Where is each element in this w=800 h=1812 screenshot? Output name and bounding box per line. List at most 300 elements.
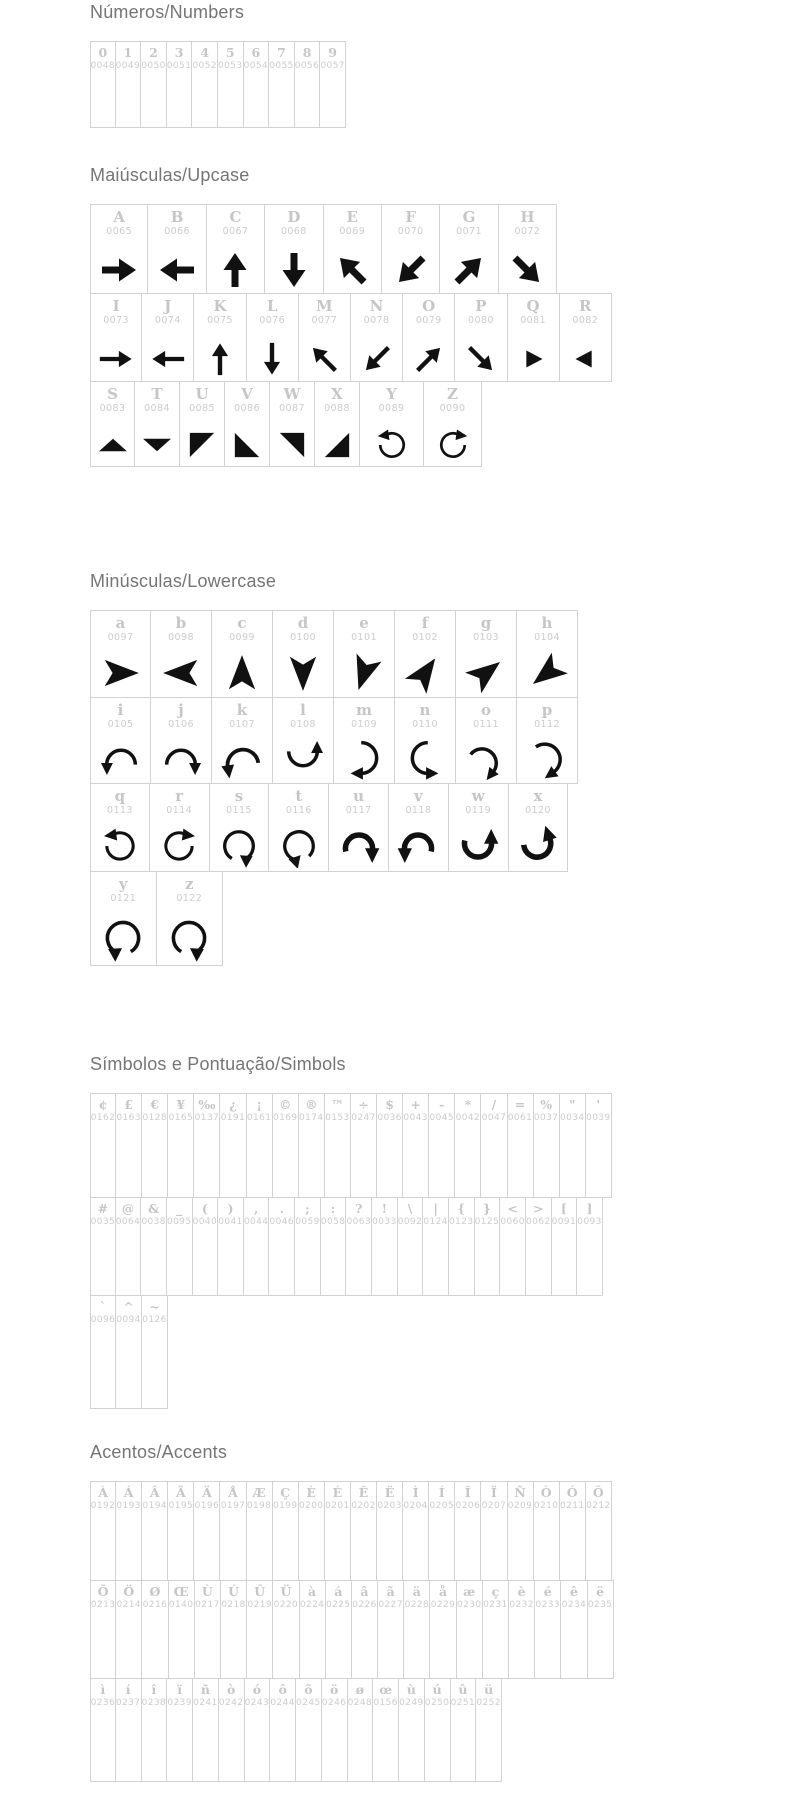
char-label: Å: [228, 1485, 238, 1500]
char-label: .: [279, 1201, 284, 1216]
char-code: 0052: [192, 61, 217, 72]
glyph-cell: [389, 783, 449, 872]
empty-glyph-slot: [526, 1229, 551, 1295]
arrow-down-icon: [247, 328, 298, 381]
char-code: 0122: [176, 893, 203, 905]
section-numbers: [90, 2, 800, 128]
char-label: Y: [386, 385, 397, 403]
glyph-cell: [373, 1678, 399, 1782]
char-code: 0207: [481, 1501, 507, 1512]
char-label: r: [175, 787, 184, 805]
glyph-cell: [586, 1481, 612, 1581]
glyph-cell: [273, 1093, 299, 1198]
empty-glyph-slot: [168, 1513, 193, 1580]
glyph-cell: [499, 204, 557, 294]
glyph-cell: [481, 1481, 507, 1581]
char-label: Ü: [280, 1584, 292, 1599]
char-code: 0096: [90, 1315, 116, 1326]
glyph-cell: [193, 1678, 219, 1782]
char-label: ^: [123, 1299, 134, 1314]
char-code: 0224: [299, 1600, 325, 1611]
bold-curve-under-right-tilted-icon: [509, 818, 568, 871]
rotate-cw-large-icon: [157, 906, 223, 965]
char-code: 0054: [243, 61, 269, 72]
glyph-cell: [90, 610, 151, 698]
char-label: Ì: [412, 1485, 419, 1500]
char-label: X: [331, 385, 343, 403]
glyph-cell: [526, 1197, 552, 1296]
char-code: 0099: [229, 632, 255, 644]
glyph-cell: [167, 1678, 193, 1782]
empty-glyph-slot: [299, 1125, 324, 1197]
char-label: s: [234, 787, 244, 805]
char-label: ä: [412, 1584, 421, 1599]
empty-glyph-slot: [577, 1229, 602, 1295]
glyph-cell: [116, 1678, 142, 1782]
glyph-cell: [142, 1295, 168, 1409]
glyph-cell: [324, 204, 382, 294]
char-label: %: [540, 1097, 553, 1112]
glyph-row: [90, 1580, 614, 1679]
char-label: Ö: [123, 1584, 135, 1599]
char-code: 0120: [525, 805, 551, 817]
char-code: 0211: [559, 1501, 585, 1512]
empty-glyph-slot: [193, 1710, 218, 1781]
empty-glyph-slot: [221, 1612, 246, 1678]
glyph-cell: [212, 697, 273, 784]
char-code: 0206: [455, 1501, 481, 1512]
curve-under-right-icon: [273, 732, 333, 783]
glyph-cell: [90, 41, 116, 128]
glyph-cell: [449, 783, 509, 872]
char-code: 0068: [280, 226, 307, 238]
glyph-cell: [455, 1093, 481, 1198]
char-label: >: [532, 1201, 544, 1216]
char-code: 0036: [377, 1113, 402, 1124]
empty-glyph-slot: [483, 1612, 508, 1678]
char-label: x: [533, 787, 543, 805]
char-code: 0199: [272, 1501, 298, 1512]
glyph-cell: [135, 381, 180, 467]
glyph-cell: [586, 1093, 612, 1198]
empty-glyph-slot: [273, 1612, 298, 1678]
section-title: Maiúsculas/Upcase: [90, 165, 250, 185]
char-label: ë: [596, 1584, 605, 1599]
empty-glyph-slot: [247, 1125, 272, 1197]
char-code: 0045: [429, 1113, 455, 1124]
glyph-cell: [325, 1481, 351, 1581]
char-label: N: [369, 297, 384, 315]
arrow-up-icon: [194, 328, 245, 381]
arrow-right-icon: [91, 328, 141, 381]
char-label: G: [462, 208, 476, 226]
glyph-cell: [399, 1678, 425, 1782]
empty-glyph-slot: [430, 1612, 455, 1678]
empty-glyph-slot: [91, 1229, 115, 1295]
empty-glyph-slot: [194, 1125, 219, 1197]
char-code: 0219: [247, 1600, 272, 1611]
char-code: 0195: [168, 1501, 194, 1512]
bold-arrow-up-icon: [207, 239, 264, 293]
char-code: 0169: [272, 1113, 298, 1124]
empty-glyph-slot: [299, 1513, 324, 1580]
empty-glyph-slot: [455, 1125, 480, 1197]
glyph-cell: [351, 293, 403, 382]
char-label: {: [457, 1201, 466, 1216]
glyph-cell: [225, 381, 270, 467]
glyph-cell: [320, 41, 346, 128]
glyph-cell: [167, 41, 193, 128]
char-code: 0050: [141, 61, 166, 72]
section-accents: [90, 1442, 800, 1782]
char-label: ö: [329, 1682, 339, 1697]
bold-arrow-up-left-icon: [324, 239, 381, 293]
pointer-up-right-icon: [395, 645, 455, 697]
section-title: Acentos/Accents: [90, 1442, 228, 1462]
char-label: K: [213, 297, 227, 315]
empty-glyph-slot: [377, 1125, 402, 1197]
glyph-cell: [265, 204, 323, 294]
char-label: Æ: [252, 1485, 266, 1500]
char-label: c: [237, 614, 247, 632]
glyph-cell: [352, 1580, 378, 1679]
glyph-cell: [116, 41, 142, 128]
empty-glyph-slot: [588, 1612, 613, 1678]
glyph-cell: [326, 1580, 352, 1679]
char-code: 0209: [507, 1501, 533, 1512]
empty-glyph-slot: [429, 1513, 454, 1580]
char-code: 0196: [194, 1501, 220, 1512]
glyph-cell: [440, 204, 498, 294]
glyph-cell: [90, 1197, 116, 1296]
char-label: 6: [251, 45, 261, 60]
arrow-down-right-icon: [455, 328, 506, 381]
empty-glyph-slot: [457, 1612, 482, 1678]
char-label: m: [356, 701, 372, 719]
char-code: 0125: [474, 1217, 500, 1228]
char-code: 0109: [351, 719, 377, 731]
empty-glyph-slot: [193, 1229, 218, 1295]
char-label: o: [480, 701, 491, 719]
char-label: Ä: [202, 1485, 212, 1500]
char-label: Ã: [175, 1485, 186, 1500]
char-code: 0035: [90, 1217, 116, 1228]
empty-glyph-slot: [534, 1125, 559, 1197]
glyph-cell: [457, 1580, 483, 1679]
char-label: +: [410, 1097, 421, 1112]
rotate-ccw-small-icon: [91, 818, 149, 871]
char-code: 0225: [326, 1600, 351, 1611]
char-code: 0103: [473, 632, 499, 644]
bold-curve-under-right-icon: [449, 818, 508, 871]
char-label: n: [419, 701, 431, 719]
glyph-cell: [315, 381, 360, 467]
char-code: 0247: [351, 1113, 376, 1124]
char-label: €: [150, 1097, 160, 1112]
glyph-cell: [588, 1580, 614, 1679]
char-label: ã: [386, 1584, 395, 1599]
empty-glyph-slot: [91, 1710, 115, 1781]
char-label: [: [560, 1201, 567, 1216]
glyph-row: [90, 293, 612, 382]
glyph-cell: [360, 381, 424, 467]
empty-glyph-slot: [116, 1612, 141, 1678]
char-code: 0077: [311, 315, 338, 327]
glyph-cell: [194, 1481, 220, 1581]
char-label: Ô: [592, 1485, 604, 1500]
empty-glyph-slot: [561, 1612, 586, 1678]
char-label: 3: [174, 45, 184, 60]
glyph-cell: [475, 1197, 501, 1296]
char-code: 0085: [189, 403, 215, 415]
char-code: 0079: [415, 315, 442, 327]
char-label: ó: [252, 1682, 262, 1697]
pointer-down-icon: [273, 645, 333, 697]
char-label: Œ: [173, 1584, 189, 1599]
curve-over-left-icon: [91, 732, 150, 783]
empty-glyph-slot: [296, 1710, 321, 1781]
char-code: 0044: [243, 1217, 269, 1228]
char-code: 0060: [500, 1217, 525, 1228]
glyph-cell: [116, 1093, 142, 1198]
char-code: 0095: [166, 1217, 192, 1228]
char-code: 0237: [115, 1698, 141, 1709]
glyph-cell: [351, 1093, 377, 1198]
char-code: 0245: [296, 1698, 321, 1709]
empty-glyph-slot: [195, 1612, 220, 1678]
char-code: 0153: [325, 1113, 350, 1124]
char-label: æ: [463, 1584, 476, 1599]
empty-glyph-slot: [325, 1513, 350, 1580]
char-label: ?: [355, 1201, 363, 1216]
triangle-down-icon: [135, 416, 179, 466]
char-label: â: [360, 1584, 369, 1599]
char-label: û: [458, 1682, 468, 1697]
glyph-cell: [534, 1093, 560, 1198]
glyph-cell: [423, 1197, 449, 1296]
char-label: u: [353, 787, 365, 805]
arrow-down-left-icon: [351, 328, 402, 381]
glyph-row: [90, 1678, 502, 1782]
char-label: C: [229, 208, 242, 226]
char-label: |: [433, 1201, 438, 1216]
glyph-cell: [321, 1197, 347, 1296]
char-label: Ù: [201, 1584, 213, 1599]
empty-glyph-slot: [552, 1229, 577, 1295]
empty-glyph-slot: [142, 1612, 167, 1678]
glyph-cell: [395, 697, 456, 784]
char-label: z: [184, 875, 194, 893]
char-code: 0232: [509, 1600, 534, 1611]
empty-glyph-slot: [508, 1125, 533, 1197]
empty-glyph-slot: [273, 1125, 298, 1197]
glyph-cell: [508, 293, 560, 382]
char-code: 0076: [259, 315, 286, 327]
char-code: 0214: [116, 1600, 142, 1611]
glyph-cell: [90, 783, 150, 872]
char-code: 0201: [325, 1501, 350, 1512]
char-code: 0061: [507, 1113, 533, 1124]
glyph-cell: [481, 1093, 507, 1198]
glyph-cell: [142, 1580, 168, 1679]
char-label: Ò: [540, 1485, 552, 1500]
char-label: è: [517, 1584, 526, 1599]
char-label: Â: [149, 1485, 160, 1500]
empty-glyph-slot: [560, 1513, 585, 1580]
glyph-cell: [194, 1093, 220, 1198]
char-label: ': [596, 1097, 601, 1112]
char-label: l: [300, 701, 306, 719]
char-code: 0227: [378, 1600, 403, 1611]
char-label: £: [124, 1097, 133, 1112]
glyph-cell: [517, 697, 578, 784]
empty-glyph-slot: [192, 73, 217, 127]
glyph-cell: [148, 204, 206, 294]
char-code: 0074: [154, 315, 181, 327]
char-code: 0231: [483, 1600, 508, 1611]
char-label: F: [405, 208, 416, 226]
char-label: ç: [491, 1584, 500, 1599]
rotate-ccw-icon: [360, 416, 423, 466]
char-code: 0064: [115, 1217, 141, 1228]
char-code: 0053: [218, 61, 243, 72]
char-label: =: [514, 1097, 526, 1112]
empty-glyph-slot: [586, 1513, 611, 1580]
char-label: ¿: [229, 1097, 237, 1112]
char-code: 0092: [397, 1217, 423, 1228]
char-label: *: [464, 1097, 472, 1112]
pointer-down-left-icon: [517, 645, 577, 697]
char-label: M: [316, 297, 333, 315]
bold-arrow-down-icon: [265, 239, 322, 293]
char-code: 0203: [377, 1501, 402, 1512]
empty-glyph-slot: [116, 1125, 141, 1197]
glyph-cell: [296, 1678, 322, 1782]
char-code: 0174: [299, 1113, 324, 1124]
glyph-cell: [150, 783, 210, 872]
char-label: å: [438, 1584, 448, 1599]
empty-glyph-slot: [218, 1229, 243, 1295]
char-code: 0140: [168, 1600, 194, 1611]
glyph-cell: [455, 1481, 481, 1581]
empty-glyph-slot: [169, 1612, 194, 1678]
char-code: 0233: [535, 1600, 561, 1611]
empty-glyph-slot: [168, 1125, 193, 1197]
char-code: 0213: [90, 1600, 116, 1611]
char-label: ù: [406, 1682, 416, 1697]
glyph-cell: [90, 871, 157, 966]
char-code: 0048: [90, 61, 116, 72]
char-label: E: [346, 208, 358, 226]
char-code: 0216: [142, 1600, 168, 1611]
corner-triangle-up-left-icon: [180, 416, 224, 466]
char-label: T: [151, 385, 163, 403]
char-code: 0034: [559, 1113, 585, 1124]
char-code: 0202: [351, 1501, 376, 1512]
empty-glyph-slot: [116, 1710, 141, 1781]
char-code: 0093: [577, 1217, 602, 1228]
glyph-cell: [269, 41, 295, 128]
char-label: ®: [305, 1097, 318, 1112]
char-code: 0097: [107, 632, 134, 644]
bold-arrow-left-icon: [148, 239, 205, 293]
glyph-cell: [346, 1197, 372, 1296]
glyph-row: [90, 1093, 612, 1198]
char-label: ¥: [176, 1097, 186, 1112]
char-code: 0116: [285, 805, 312, 817]
glyph-cell: [157, 871, 224, 966]
glyph-row: [90, 610, 578, 698]
section-title: Minúsculas/Lowercase: [90, 571, 277, 591]
glyph-cell: [483, 1580, 509, 1679]
glyph-cell: [90, 204, 148, 294]
char-label: h: [541, 614, 553, 632]
glyph-cell: [348, 1678, 374, 1782]
glyph-cell: [300, 1580, 326, 1679]
empty-glyph-slot: [326, 1612, 351, 1678]
char-label: ò: [226, 1682, 236, 1697]
empty-glyph-slot: [142, 1327, 167, 1408]
glyph-cell: [351, 1481, 377, 1581]
glyph-cell: [247, 293, 299, 382]
char-code: 0250: [424, 1698, 450, 1709]
char-code: 0039: [586, 1113, 611, 1124]
glyph-cell: [500, 1197, 526, 1296]
glyph-cell: [151, 697, 212, 784]
char-code: 0243: [244, 1698, 270, 1709]
glyph-cell: [244, 1197, 270, 1296]
char-code: 0038: [141, 1217, 166, 1228]
empty-glyph-slot: [320, 73, 345, 127]
arrow-up-left-icon: [299, 328, 350, 381]
empty-glyph-slot: [91, 1125, 115, 1197]
rotate-cw-icon: [424, 416, 481, 466]
pointer-up-right-bold-icon: [456, 645, 516, 697]
char-label: b: [175, 614, 187, 632]
char-label: V: [241, 385, 253, 403]
char-label: :: [330, 1201, 336, 1216]
empty-glyph-slot: [373, 1710, 398, 1781]
empty-glyph-slot: [351, 1513, 376, 1580]
char-code: 0248: [347, 1698, 373, 1709]
char-code: 0210: [533, 1501, 559, 1512]
char-label: ‰: [198, 1097, 216, 1112]
curve-over-right-tilted-icon: [456, 732, 516, 783]
char-label: j: [178, 701, 184, 719]
empty-glyph-slot: [500, 1229, 525, 1295]
empty-glyph-slot: [352, 1612, 377, 1678]
glyph-cell: [560, 1093, 586, 1198]
glyph-cell: [142, 293, 194, 382]
empty-glyph-slot: [377, 1513, 402, 1580]
char-code: 0200: [299, 1501, 324, 1512]
char-code: 0118: [405, 805, 432, 817]
char-label: Û: [254, 1584, 266, 1599]
glyph-cell: [403, 293, 455, 382]
glyph-cell: [382, 204, 440, 294]
glyph-cell: [90, 1678, 116, 1782]
char-label: ": [568, 1097, 576, 1112]
glyph-cell: [509, 1580, 535, 1679]
char-code: 0040: [192, 1217, 218, 1228]
char-code: 0162: [90, 1113, 116, 1124]
char-label: ê: [569, 1584, 578, 1599]
corner-triangle-down-left-icon: [225, 416, 269, 466]
glyph-cell: [245, 1678, 271, 1782]
char-code: 0071: [456, 226, 482, 238]
bold-arrow-down-right-icon: [499, 239, 556, 293]
char-code: 0106: [168, 719, 194, 731]
